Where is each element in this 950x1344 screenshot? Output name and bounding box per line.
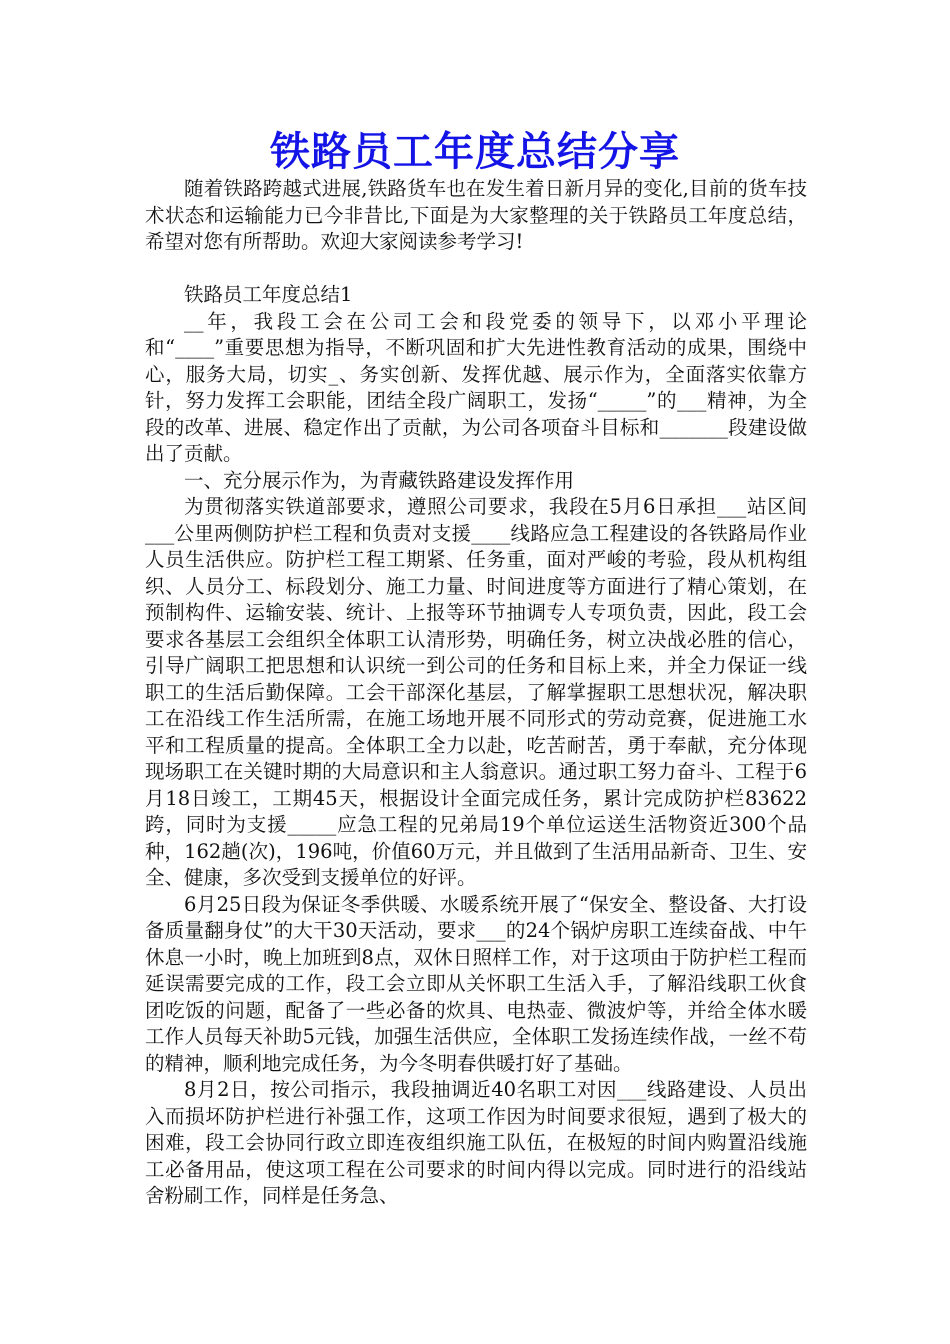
subsection-heading: 一、充分展示作为，为青藏铁路建设发挥作用 xyxy=(184,468,575,492)
intro-paragraph: 随着铁路跨越式进展,铁路货车也在发生着日新月异的变化,目前的货车技术状态和运输能力已今非昔比,下面是为大家整理的关于铁路员工年度总结，希望对您有所帮助。欢迎大家阅读参考学习! xyxy=(145,177,807,253)
document-body xyxy=(145,176,807,1210)
body-paragraph: 6月25日段为保证冬季供暖、水暖系统开展了“保安全、整设备、大打设备质量翻身仗”的大干30天活动，要求___的24个锅炉房职工连续奋战、中午休息一小时，晚上加班到8点，双休日照样工作，对于这项由于防护栏工程而延误需要完成的工作，段工会立即从关怀职工生活入手，了解沿线职工伙食团吃饭的问题，配备了一些必备的炊具、电热壶、微波炉等，并给全体水暖工作人员每天补助5元钱，加强生活供应，全体职工发扬连续作战，一丝不苟的精神，顺利地完成任务，为今冬明春供暖打好了基础。 xyxy=(145,892,807,1075)
body-paragraph: 8月2日，按公司指示，我段抽调近40名职工对因___线路建设、人员出入而损坏防护栏进行补强工作，这项工作因为时间要求很短，遇到了极大的困难，段工会协同行政立即连夜组织施工队伍，在极短的时间内购置沿线施工必备用品，使这项工程在公司要求的时间内得以完成。同时进行的沿线站舍粉刷工作，同样是任务急、 xyxy=(145,1078,807,1207)
blank-line xyxy=(145,256,807,283)
section-heading: 铁路员工年度总结1 xyxy=(184,283,353,306)
body-paragraph: __年，我段工会在公司工会和段党委的领导下，以邓小平理论和“____”重要思想为指导，不断巩固和扩大先进性教育活动的成果，围绕中心，服务大局，切实_、务实创新、发挥优越、展示作为，全面落实依靠方针，努力发挥工会职能，团结全段广阔职工，发扬“_____”的___精神，为全段的改革、进展、稳定作出了贡献，为公司各项奋斗目标和_______段建设做出了贡献。 xyxy=(145,309,807,465)
body-paragraph: 为贯彻落实铁道部要求，遵照公司要求，我段在5月6日承担___站区间___公里两侧防护栏工程和负责对支援____线路应急工程建设的各铁路局作业人员生活供应。防护栏工程工期紧、任务重，面对严峻的考验，段从机构组织、人员分工、标段划分、施工力量、时间进度等方面进行了精心策划，在预制构件、运输安装、统计、上报等环节抽调专人专项负责，因此，段工会要求各基层工会组织全体职工认清形势，明确任务，树立决战必胜的信心，引导广阔职工把思想和认识统一到公司的任务和目标上来，并全力保证一线职工的生活后勤保障。工会干部深化基层，了解掌握职工思想状况，解决职工在沿线工作生活所需，在施工场地开展不同形式的劳动竞赛，促进施工水平和工程质量的提高。全体职工全力以赴，吃苦耐苦，勇于奉献，充分体现现场职工在关键时期的大局意识和主人翁意识。通过职工努力奋斗、工程于6月18日竣工，工期45天，根据设计全面完成任务，累计完成防护栏83622跨，同时为支援_____应急工程的兄弟局19个单位运送生活物资近300个品种，162趟(次)，196吨，价值60万元，并且做到了生活用品新奇、卫生、安全、健康，多次受到支援单位的好评。 xyxy=(145,495,807,889)
document-title: 铁路员工年度总结分享 xyxy=(270,128,680,175)
